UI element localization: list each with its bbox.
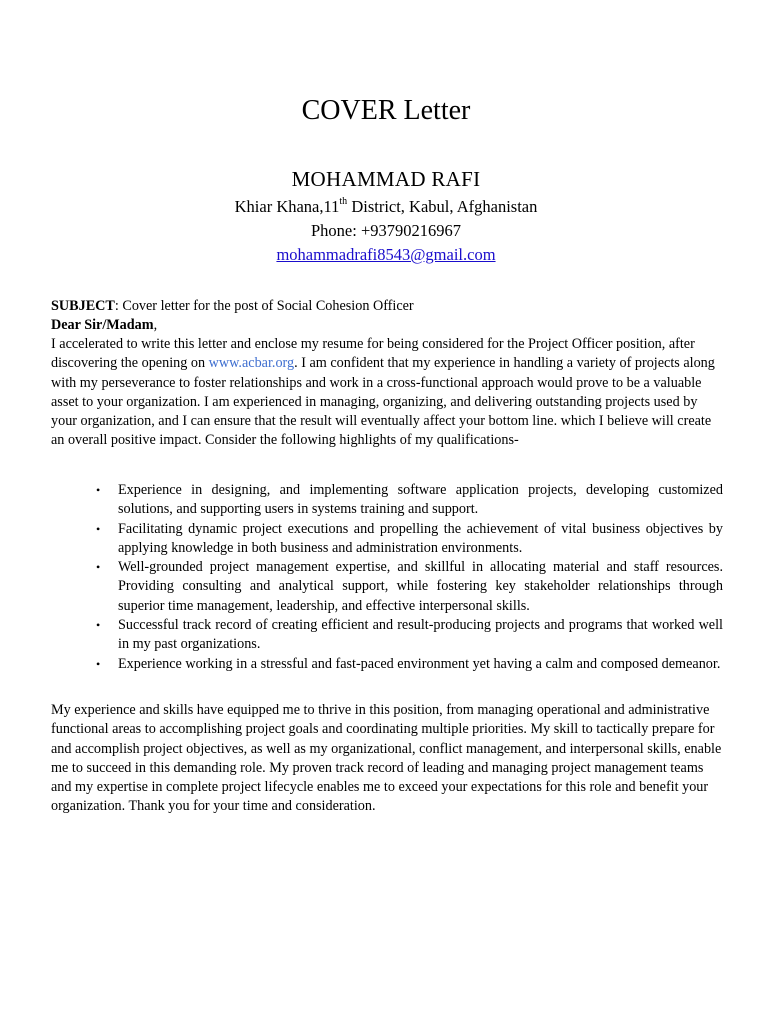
address-ordinal-suffix: th xyxy=(339,195,348,207)
greeting-text: Dear Sir/Madam xyxy=(51,317,154,333)
list-item-text: Well-grounded project management expertise, and skillful in allocating material and staff resources. Providing consulting and analytical support, while fostering key stakeholder relationships through superior time management, leadership, and effective interpersonal skills. xyxy=(118,559,723,614)
email-link[interactable]: mohammadrafi8543@gmail.com xyxy=(276,245,496,264)
intro-text-part1: I accelerated to write this letter and enclose my resume for being considered for the Project Officer position, after discovering the opening on xyxy=(51,336,695,372)
bullet-icon: • xyxy=(96,618,101,633)
phone-line: Phone: +93790216967 xyxy=(310,221,461,240)
list-item-text: Experience in designing, and implementing software application projects, developing customized solutions, and supporting users in systems training and support. xyxy=(118,482,723,518)
subject-label: SUBJECT xyxy=(51,298,115,314)
intro-text-part2: . I am confident that my experience in handling a variety of projects along with my perseverance to foster relationships and work in a cross-functional approach would prove to be a valuable asset to your organization. I am experienced in managing, organizing, and delivering outstanding projects used by your organization, and I can ensure that the result will eventually affect your bottom line. which I believe will create an overall positive impact. Consider the following highlights of my qualifications- xyxy=(51,355,715,449)
list-item xyxy=(51,655,723,674)
list-item-text: Experience working in a stressful and fast-paced environment yet having a calm and composed demeanor. xyxy=(118,655,721,672)
email-line xyxy=(0,244,768,266)
bullet-icon: • xyxy=(96,483,101,497)
closing-paragraph: My experience and skills have equipped me to thrive in this position, from managing operational and administrative functional areas to accomplishing project goals and coordinating multiple priorities. My skill to tactically prepare for and accomplish project objectives, as well as my organizational, conflict management, and interpersonal skills, enable me to succeed in this demanding role. My proven track record of leading and managing project management teams and my expertise in complete project lifecycle enables me to exceed your expectations for this role and benefit your organization. Thank you for your time and consideration. xyxy=(51,702,722,815)
list-item xyxy=(51,520,723,559)
greeting-line xyxy=(51,316,723,335)
subject-line xyxy=(51,297,723,316)
bullet-icon: • xyxy=(96,521,101,536)
qualifications-list xyxy=(51,481,723,674)
address-line xyxy=(0,196,768,218)
list-item-text: Facilitating dynamic project executions and propelling the achievement of vital business objectives by applying knowledge in both business and administration environments. xyxy=(118,520,723,556)
list-item xyxy=(51,616,723,655)
document-title: COVER Letter xyxy=(301,95,471,126)
list-item xyxy=(51,481,723,520)
bullet-icon: • xyxy=(96,656,101,671)
subject-text: : Cover letter for the post of Social Cohesion Officer xyxy=(114,298,414,314)
greeting-comma: , xyxy=(153,317,158,333)
list-item-text: Successful track record of creating efficient and result-producing projects and programs that worked well in my past organizations. xyxy=(118,617,723,653)
address-start: Khiar Khana,11 xyxy=(234,197,340,216)
applicant-name: MOHAMMAD RAFI xyxy=(291,167,481,191)
list-item xyxy=(51,558,723,616)
address-end: District, Kabul, Afghanistan xyxy=(347,197,538,216)
acbar-link[interactable]: www.acbar.org xyxy=(208,355,295,372)
intro-paragraph xyxy=(51,335,723,451)
bullet-icon: • xyxy=(96,560,101,575)
